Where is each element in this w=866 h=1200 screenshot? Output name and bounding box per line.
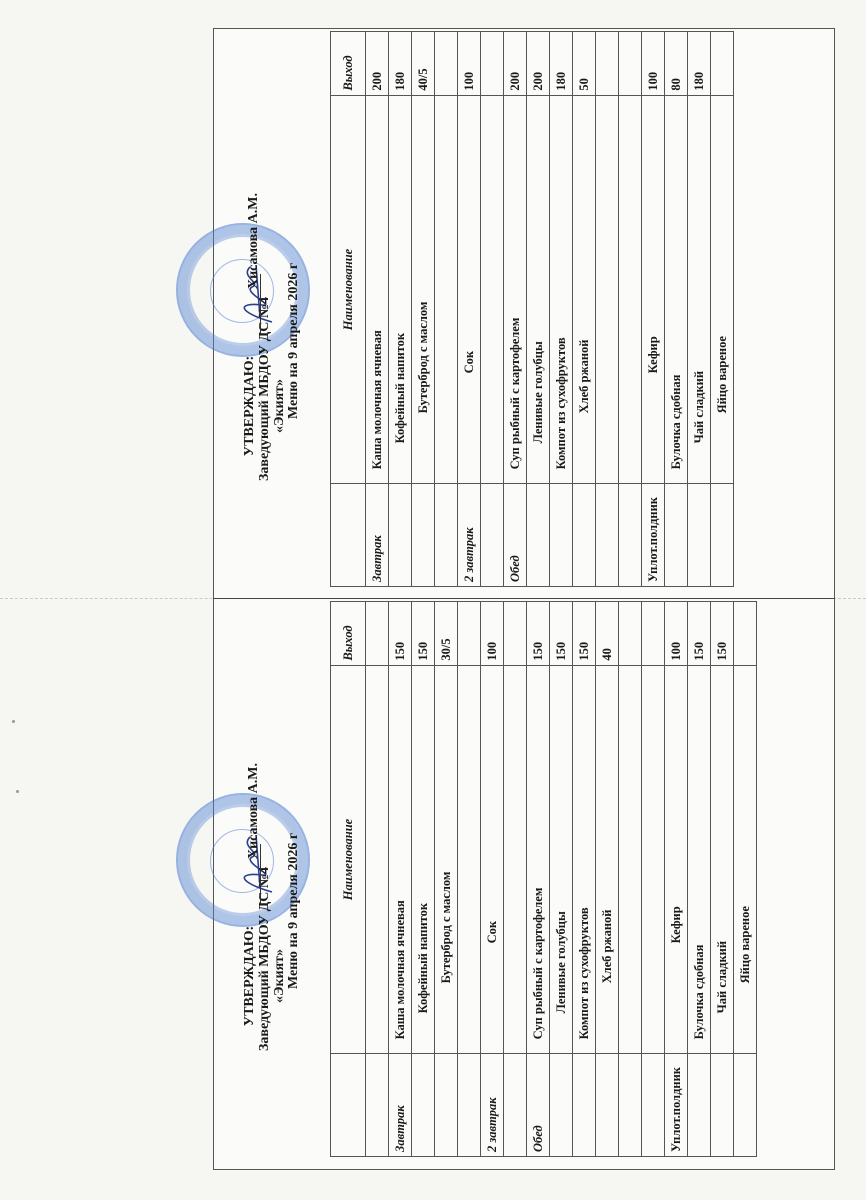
dish-cell: Яйцо вареное [711,95,734,484]
table-row [435,32,458,587]
table-row [458,602,481,1157]
meal-cell [435,484,458,587]
yield-cell: 30/5 [435,602,458,666]
table-row [711,602,734,1157]
scan-dot [12,720,15,723]
meal-cell [458,1054,481,1157]
dish-cell: Сок [481,665,504,1054]
dish-cell: Хлеб ржаной [573,95,596,484]
menu-sheet-top [213,28,835,600]
dish-cell: Каша молочная ячневая [389,665,412,1054]
meal-cell [527,484,550,587]
meal-cell [688,484,711,587]
meal-cell [688,1054,711,1157]
dish-cell: Компот из сухофруктов [573,665,596,1054]
table-header-row [331,32,366,587]
meal-cell [550,1054,573,1157]
dish-cell: Булочка сдобная [688,665,711,1054]
table-row [619,32,642,587]
dish-cell: Кефир [642,95,665,484]
yield-cell: 100 [642,32,665,96]
table-row [665,602,688,1157]
menu-table [330,601,757,1157]
meal-cell [711,484,734,587]
yield-cell: 50 [573,32,596,96]
meal-cell [435,1054,458,1157]
dish-cell [366,665,389,1054]
yield-cell [619,602,642,666]
meal-cell [734,1054,757,1157]
col-header-yield: Выход [331,32,366,96]
dish-cell: Чай сладкий [688,95,711,484]
yield-cell: 200 [504,32,527,96]
dish-cell [596,95,619,484]
meal-cell [619,484,642,587]
signer-name: Хисамова А.М. [246,763,261,859]
signer-name: Хисамова А.М. [246,193,261,289]
table-row [527,32,550,587]
table-row [596,602,619,1157]
table-row [665,32,688,587]
table-row [550,602,573,1157]
yield-cell: 40 [596,602,619,666]
dish-cell: Ленивые голубцы [527,95,550,484]
meal-cell: Уплот.полдник [665,1054,688,1157]
meal-cell [389,484,412,587]
approval-title: УТВЕРЖДАЮ: [242,925,257,1027]
yield-cell: 200 [527,32,550,96]
approval-org: «Экият» [272,948,287,1004]
dish-cell [619,665,642,1054]
dish-cell: Булочка сдобная [665,95,688,484]
dish-cell: Хлеб ржаной [596,665,619,1054]
menu-table [330,31,734,587]
dish-cell: Кофейный напиток [412,665,435,1054]
table-row [711,32,734,587]
table-row [389,32,412,587]
dish-cell: Каша молочная ячневая [366,95,389,484]
yield-cell: 40/5 [412,32,435,96]
table-row [573,602,596,1157]
col-header-yield: Выход [331,602,366,666]
table-row [619,602,642,1157]
dish-cell: Компот из сухофруктов [550,95,573,484]
meal-cell [573,1054,596,1157]
yield-cell: 150 [711,602,734,666]
meal-cell: Завтрак [389,1054,412,1157]
yield-cell [366,602,389,666]
menu-date-title: Меню на 9 апреля 2026 г [286,832,301,989]
yield-cell: 100 [665,602,688,666]
approval-block [242,297,287,481]
dish-cell: Кофейный напиток [389,95,412,484]
dish-cell: Ленивые голубцы [550,665,573,1054]
table-row [596,32,619,587]
meal-cell: Обед [504,484,527,587]
dish-cell: Яйцо вареное [734,665,757,1054]
yield-cell: 150 [550,602,573,666]
yield-cell [435,32,458,96]
meal-cell: Обед [527,1054,550,1157]
meal-cell [619,1054,642,1157]
yield-cell [458,602,481,666]
dish-cell [458,665,481,1054]
yield-cell: 180 [550,32,573,96]
yield-cell: 150 [573,602,596,666]
table-row [481,602,504,1157]
meal-cell: 2 завтрак [481,1054,504,1157]
yield-cell: 150 [527,602,550,666]
yield-cell [711,32,734,96]
meal-cell [412,1054,435,1157]
table-row [481,32,504,587]
dish-cell: Бутерброд с маслом [412,95,435,484]
table-row [435,602,458,1157]
table-row [550,32,573,587]
table-row [504,602,527,1157]
yield-cell [734,602,757,666]
yield-cell: 150 [389,602,412,666]
dish-cell [481,95,504,484]
meal-cell [504,1054,527,1157]
approval-title: УТВЕРЖДАЮ: [242,355,257,457]
approval-block [242,867,287,1051]
sheet-header [224,599,334,1159]
approval-org: «Экият» [272,378,287,434]
dish-cell: Суп рыбный с картофелем [504,95,527,484]
col-header-name: Наименование [331,665,366,1054]
yield-cell: 180 [688,32,711,96]
meal-cell [711,1054,734,1157]
dish-cell: Кефир [665,665,688,1054]
meal-cell [642,1054,665,1157]
dish-cell: Сок [458,95,481,484]
approval-position: Заведующий МБДОУ ДС №4 [257,867,272,1051]
yield-cell [596,32,619,96]
yield-cell [504,602,527,666]
yield-cell [481,32,504,96]
table-row [389,602,412,1157]
table-row [366,602,389,1157]
yield-cell: 150 [688,602,711,666]
menu-date-title: Меню на 9 апреля 2026 г [286,262,301,419]
dish-cell [504,665,527,1054]
col-header-meal [331,484,366,587]
dish-cell: Бутерброд с маслом [435,665,458,1054]
scan-dot [16,790,19,793]
approval-position: Заведующий МБДОУ ДС №4 [257,297,272,481]
yield-cell: 100 [458,32,481,96]
yield-cell: 180 [389,32,412,96]
dish-cell: Чай сладкий [711,665,734,1054]
meal-cell [665,484,688,587]
table-row [366,32,389,587]
meal-cell: 2 завтрак [458,484,481,587]
dish-cell [642,665,665,1054]
yield-cell [642,602,665,666]
table-row [412,32,435,587]
meal-cell [596,1054,619,1157]
yield-cell [619,32,642,96]
yield-cell: 100 [481,602,504,666]
menu-sheet-bottom [213,598,835,1170]
sheet-header [224,29,334,589]
table-row [573,32,596,587]
table-row [527,602,550,1157]
dish-cell: Суп рыбный с картофелем [527,665,550,1054]
meal-cell [412,484,435,587]
yield-cell: 150 [412,602,435,666]
meal-cell [366,1054,389,1157]
meal-cell [596,484,619,587]
meal-cell: Уплот.полдник [642,484,665,587]
meal-cell [550,484,573,587]
yield-cell: 80 [665,32,688,96]
dish-cell [435,95,458,484]
table-row [642,32,665,587]
table-header-row [331,602,366,1157]
table-row [504,32,527,587]
col-header-meal [331,1054,366,1157]
dish-cell [619,95,642,484]
table-row [734,602,757,1157]
table-row [458,32,481,587]
col-header-name: Наименование [331,95,366,484]
meal-cell [573,484,596,587]
table-row [688,602,711,1157]
yield-cell: 200 [366,32,389,96]
meal-cell [481,484,504,587]
table-row [412,602,435,1157]
table-row [642,602,665,1157]
meal-cell: Завтрак [366,484,389,587]
table-row [688,32,711,587]
